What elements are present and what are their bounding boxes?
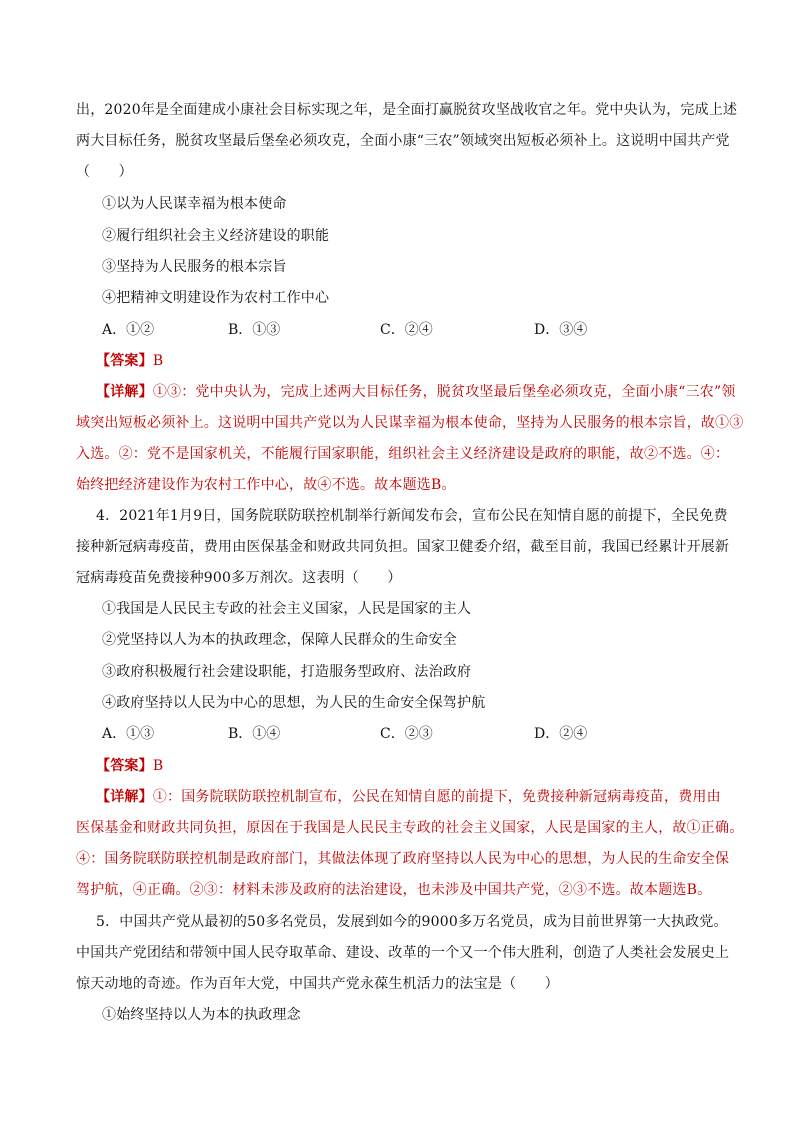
- q4-item-4: ④政府坚持以人民为中心的思想，为人民的生命安全保驾护航: [102, 695, 486, 711]
- q3-detail-label: 【详解】: [96, 384, 153, 400]
- q3-answer-value: B: [152, 353, 164, 369]
- q3-answer: [96, 351, 724, 371]
- q3-option-c: C．②④: [380, 322, 433, 338]
- q4-detail-line-1: [96, 787, 724, 807]
- q4-stem-line-1: 4．2021年1月9日，国务院联防联控机制举行新闻发布会，宣布公民在知情自愿的前提下，全民免费: [96, 508, 728, 524]
- q4-detail-line-3: ④：国务院联防联控机制是政府部门，其做法体现了政府坚持以人民为中心的思想，为人民的生命安全保: [76, 851, 730, 867]
- q4-stem-line-2: 接种新冠病毒疫苗，费用由医保基金和财政共同负担。国家卫健委介绍，截至目前，我国已经累计开展新: [76, 539, 730, 555]
- q4-option-b: B．①④: [228, 726, 281, 742]
- q4-detail-line-2: 医保基金和财政共同负担，原因在于我国是人民民主专政的社会主义国家，人民是国家的主人，故①正确。: [76, 820, 744, 836]
- q4-answer-label: 【答案】: [96, 758, 153, 774]
- q3-item-2: ②履行组织社会主义经济建设的职能: [102, 228, 330, 244]
- q4-answer-value: B: [152, 758, 164, 774]
- q4-item-2: ②党坚持以人为本的执政理念，保障人民群众的生命安全: [102, 632, 457, 648]
- q3-detail-line-4: 始终把经济建设作为农村工作中心，故④不选。故本题选B。: [76, 477, 456, 493]
- q4-option-c: C．②③: [380, 726, 433, 742]
- q3-option-d: D．③④: [534, 322, 588, 338]
- q4-detail-line-4: 驾护航，④正确。②③：材料未涉及政府的法治建设，也未涉及中国共产党，②③不选。故本题选B。: [76, 882, 712, 898]
- q3-detail-line-1: [96, 382, 736, 402]
- q3-item-4: ④把精神文明建设作为农村工作中心: [102, 290, 330, 306]
- q3-detail-line-3: 入选。②：党不是国家机关，不能履行国家职能，组织社会主义经济建设是政府的职能，故②不选。④：: [76, 446, 730, 462]
- q4-item-1: ①我国是人民民主专政的社会主义国家，人民是国家的主人: [102, 601, 472, 617]
- q4-detail-text-1: ①：国务院联防联控机制宣布，公民在知情自愿的前提下，免费接种新冠病毒疫苗，费用由: [152, 789, 721, 805]
- q3-detail-text-1: ①③：党中央认为，完成上述两大目标任务，脱贫攻坚最后堡垒必须攻克，全面小康“三农”领: [152, 384, 736, 400]
- q3-stem-line-2: 两大目标任务，脱贫攻坚最后堡垒必须攻克，全面小康“三农”领域突出短板必须补上。这说明中国共产党: [76, 133, 730, 149]
- q5-stem-line-1: 5．中国共产党从最初的50多名党员，发展到如今的9000多万名党员，成为目前世界第一大执政党。: [96, 914, 728, 930]
- q3-option-b: B．①③: [228, 322, 281, 338]
- q3-option-a: A．①②: [102, 322, 155, 338]
- q4-option-d: D．②④: [534, 726, 588, 742]
- q4-answer: [96, 756, 724, 776]
- q3-answer-label: 【答案】: [96, 353, 153, 369]
- q5-stem-line-2: 中国共产党团结和带领中国人民夺取革命、建设、改革的一个又一个伟大胜利，创造了人类社会发展史上: [76, 945, 730, 961]
- q3-item-3: ③坚持为人民服务的根本宗旨: [102, 259, 287, 275]
- q3-item-1: ①以为人民谋幸福为根本使命: [102, 196, 287, 212]
- q5-stem-line-3: 惊天动地的奇迹。作为百年大党，中国共产党永葆生机活力的法宝是（ ）: [76, 976, 559, 992]
- q4-stem-line-3: 冠病毒疫苗免费接种900多万剂次。这表明（ ）: [76, 570, 402, 586]
- q3-stem-line-1: 出，2020年是全面建成小康社会目标实现之年，是全面打赢脱贫攻坚战收官之年。党中央认为，完成上述: [76, 102, 738, 118]
- q3-detail-line-2: 域突出短板必须补上。这说明中国共产党以为人民谋幸福为根本使命，坚持为人民服务的根本宗旨，故①③: [76, 415, 744, 431]
- q4-option-a: A．①③: [102, 726, 155, 742]
- q4-item-3: ③政府积极履行社会建设职能，打造服务型政府、法治政府: [102, 664, 472, 680]
- q3-stem-line-3: （ ）: [76, 164, 133, 180]
- q4-detail-label: 【详解】: [96, 789, 153, 805]
- q5-item-1: ①始终坚持以人为本的执政理念: [102, 1007, 301, 1023]
